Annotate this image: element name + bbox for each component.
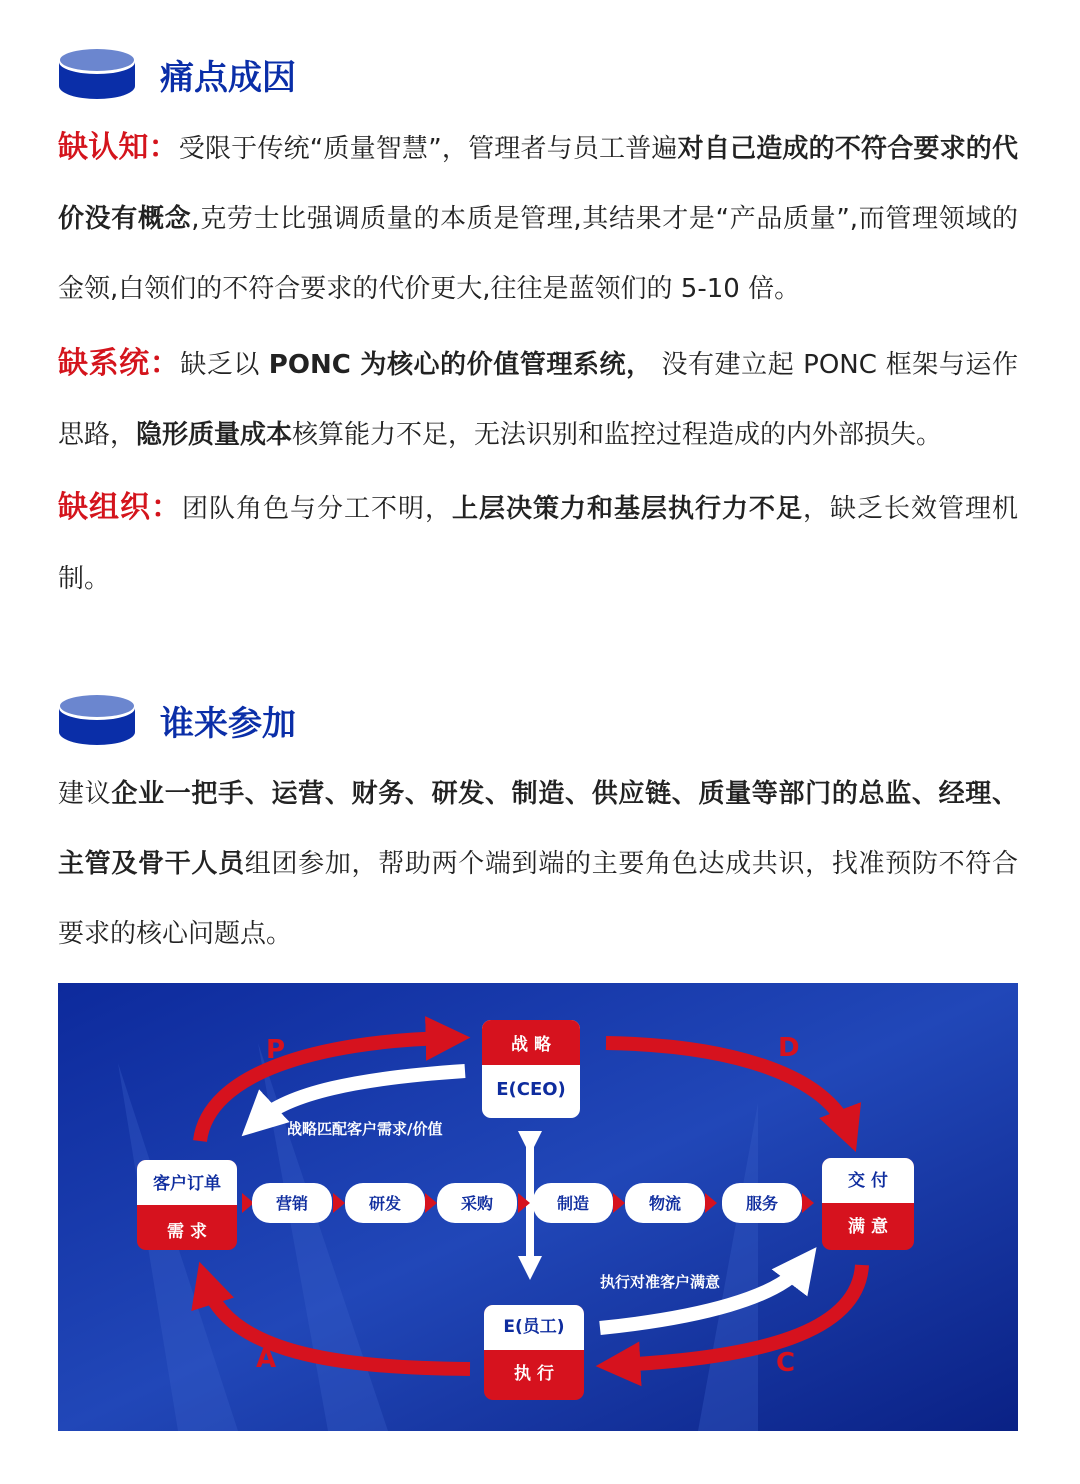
text: ,克劳士比强调质量的本质是管理,其结果才是“产品质量”,而管理领域的金领,白领们的不符合要求的代价更大,往往是蓝领们的 5-10 倍。	[58, 204, 1018, 304]
paragraph-cognition	[58, 113, 1018, 324]
execution-label: 执 行	[514, 1364, 554, 1384]
section-title: 谁来参加	[160, 703, 296, 744]
letter-p: P	[266, 1035, 286, 1065]
letter-c: C	[776, 1348, 796, 1378]
bold-text: 隐形质量成本	[136, 420, 293, 450]
step-label: 服务	[745, 1194, 779, 1213]
text: 核算能力不足，无法识别和监控过程造成的内外部损失。	[292, 420, 943, 450]
section-heading-pain-points	[58, 48, 296, 100]
demand-label: 需 求	[167, 1222, 207, 1242]
bold-text: 上层决策力和基层执行力不足	[452, 494, 803, 524]
text: 团队角色与分工不明，	[182, 494, 452, 524]
employee-box	[484, 1305, 584, 1400]
label-system: 缺系统：	[58, 346, 181, 381]
pdca-diagram	[58, 983, 1018, 1431]
delivery-label: 交 付	[848, 1171, 888, 1191]
text: 受限于传统“质量智慧”，管理者与员工普遍	[178, 134, 678, 164]
letter-a: A	[256, 1344, 277, 1374]
section-title: 痛点成因	[160, 57, 296, 98]
text: 缺乏以	[180, 350, 269, 380]
lower-label: 执行对准客户满意	[600, 1273, 721, 1291]
bold-text: PONC 为核心的价值管理系统，	[268, 350, 653, 380]
text: 建议	[58, 779, 112, 809]
delivery-box	[822, 1158, 914, 1250]
employee-label: E(员工)	[503, 1317, 565, 1337]
bold-text: 企业一把手、运营、财务、研发、制造、供应链、质量等部门的总监、经理、主管及骨干人员	[58, 779, 1018, 879]
disc-icon	[58, 694, 136, 746]
satisfaction-label: 满 意	[848, 1217, 888, 1237]
ceo-label: E(CEO)	[496, 1079, 566, 1100]
letter-d: D	[778, 1033, 800, 1063]
paragraph-participants	[58, 759, 1018, 969]
step-label: 物流	[648, 1194, 682, 1213]
paragraph-organization	[58, 473, 1018, 614]
step-label: 营销	[275, 1194, 309, 1213]
upper-label: 战略匹配客户需求/价值	[287, 1120, 443, 1138]
step-label: 采购	[460, 1194, 494, 1213]
label-cognition: 缺认知：	[58, 130, 179, 165]
text: 组团参加，帮助两个端到端的主要角色达成共识，找准预防不符合要求的核心问题点。	[58, 849, 1018, 949]
strategy-label: 战 略	[511, 1035, 551, 1055]
section-heading-participants	[58, 694, 296, 746]
bold-text: 对自己造成的不符合要求的代价没有概念	[58, 134, 1018, 234]
paragraph-system	[58, 329, 1018, 470]
label-organization: 缺组织：	[58, 490, 182, 525]
disc-icon	[58, 48, 136, 100]
step-label: 研发	[368, 1194, 402, 1213]
customer-order-label: 客户订单	[153, 1174, 221, 1194]
strategy-box	[482, 1020, 580, 1118]
customer-order-box	[137, 1160, 237, 1250]
text: 没有建立起 PONC 框架与运作思路，	[58, 350, 1018, 450]
step-label: 制造	[556, 1194, 590, 1213]
text: ，缺乏长效管理机制。	[58, 494, 1018, 594]
